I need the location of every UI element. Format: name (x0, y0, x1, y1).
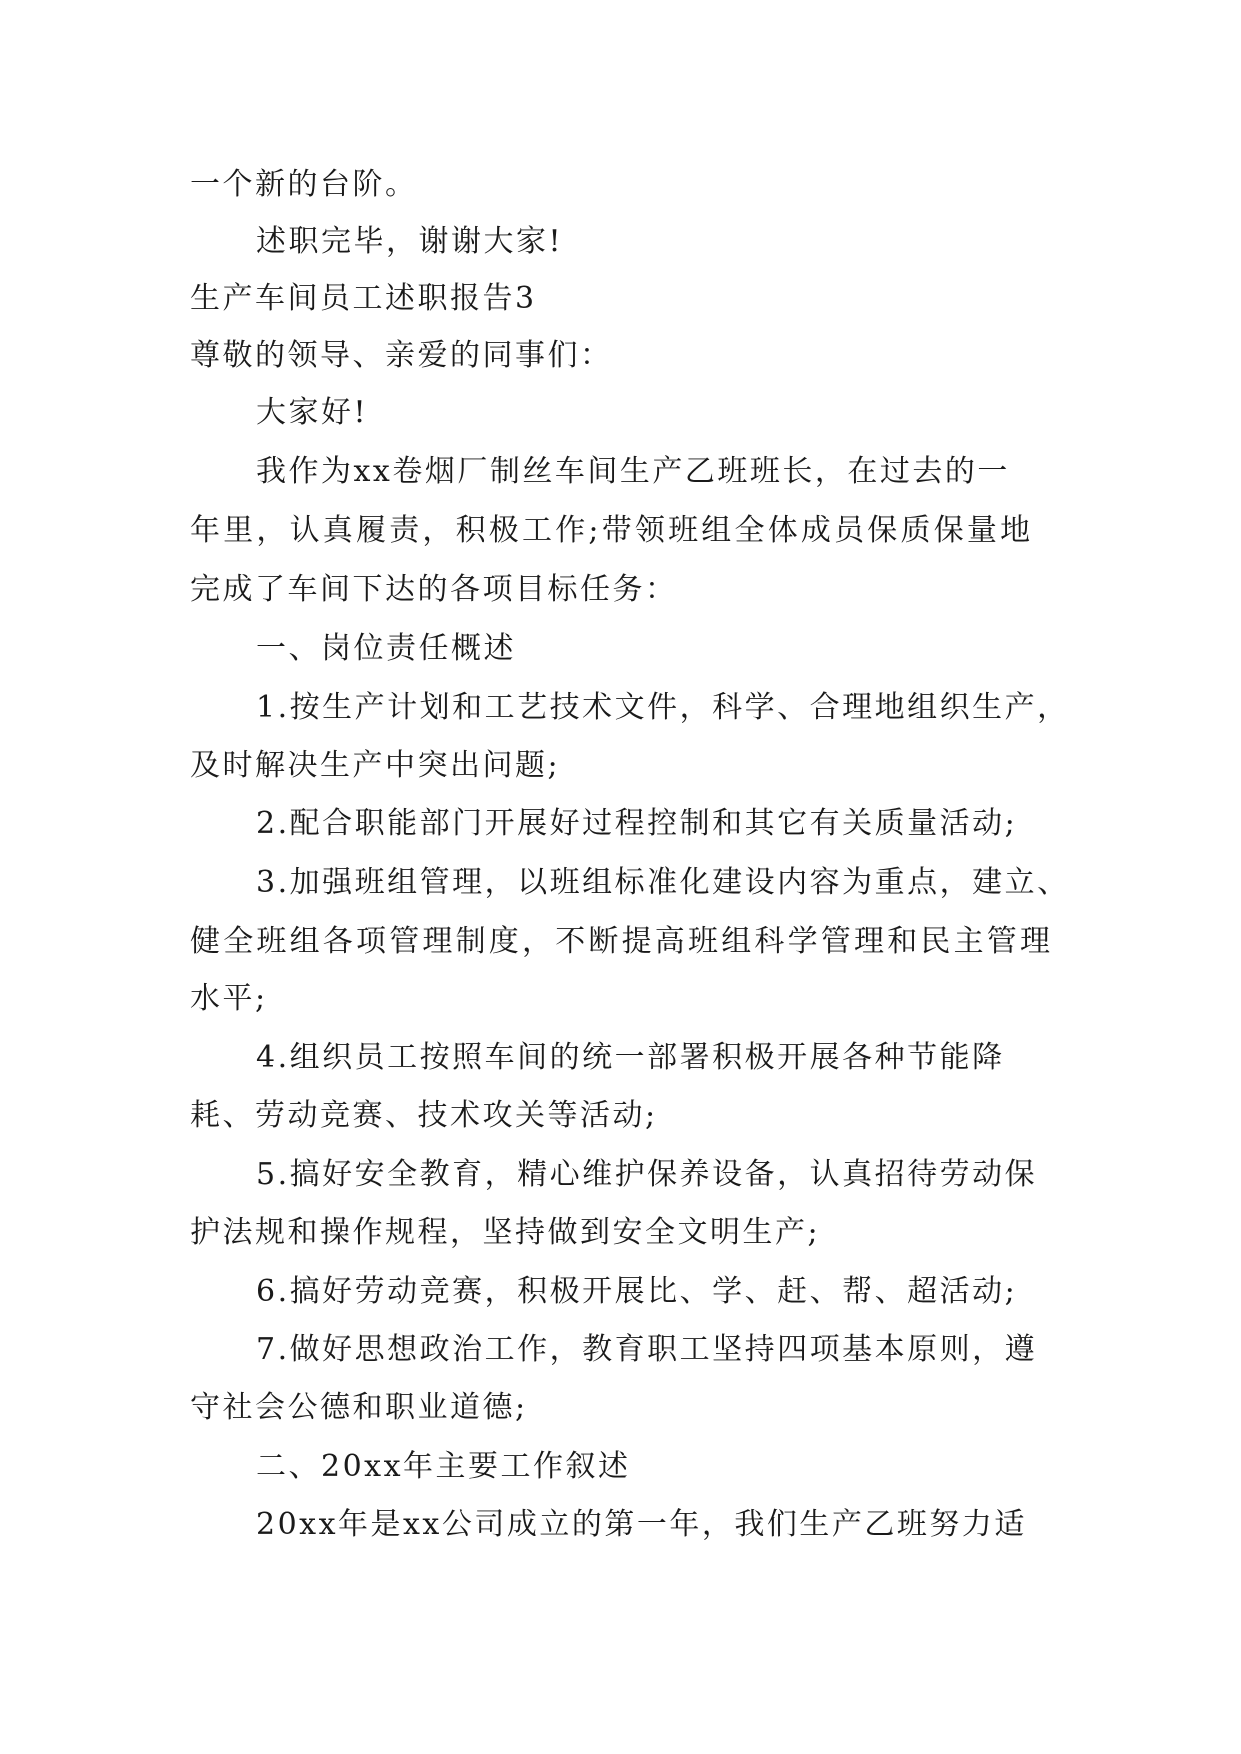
subsection-heading: 一、岗位责任概述 (256, 631, 516, 666)
text-line: 年里，认真履责，积极工作;带领班组全体成员保质保量地 (190, 513, 1034, 548)
list-item: 7.做好思想政治工作，教育职工坚持四项基本原则，遵 (256, 1332, 1038, 1367)
list-item: 5.搞好安全教育，精心维护保养设备，认真招待劳动保 (256, 1157, 1038, 1192)
text-line: 水平; (190, 981, 268, 1016)
text-line: 一个新的台阶。 (190, 167, 418, 202)
text-line: 及时解决生产中突出问题; (190, 748, 561, 783)
text-line: 完成了车间下达的各项目标任务： (190, 572, 678, 607)
list-item: 6.搞好劳动竞赛，积极开展比、学、赶、帮、超活动; (256, 1274, 1018, 1309)
text-line: 述职完毕，谢谢大家! (256, 224, 564, 259)
subsection-heading: 二、20xx年主要工作叙述 (256, 1449, 631, 1484)
list-item: 1.按生产计划和工艺技术文件，科学、合理地组织生产， (256, 690, 1070, 725)
list-item: 4.组织员工按照车间的统一部署积极开展各种节能降 (256, 1040, 1005, 1075)
text-line: 20xx年是xx公司成立的第一年，我们生产乙班努力适 (256, 1507, 1027, 1542)
list-item: 3.加强班组管理，以班组标准化建设内容为重点，建立、 (256, 865, 1070, 900)
text-line: 护法规和操作规程，坚持做到安全文明生产; (190, 1215, 821, 1250)
text-line: 守社会公德和职业道德; (190, 1390, 528, 1425)
greeting: 大家好! (256, 395, 369, 430)
salutation: 尊敬的领导、亲爱的同事们： (190, 338, 613, 373)
text-line: 健全班组各项管理制度，不断提高班组科学管理和民主管理 (190, 924, 1054, 959)
list-item: 2.配合职能部门开展好过程控制和其它有关质量活动; (256, 806, 1018, 841)
text-line: 我作为xx卷烟厂制丝车间生产乙班班长，在过去的一 (256, 454, 1010, 489)
section-heading: 生产车间员工述职报告3 (190, 281, 537, 316)
text-line: 耗、劳动竞赛、技术攻关等活动; (190, 1098, 658, 1133)
